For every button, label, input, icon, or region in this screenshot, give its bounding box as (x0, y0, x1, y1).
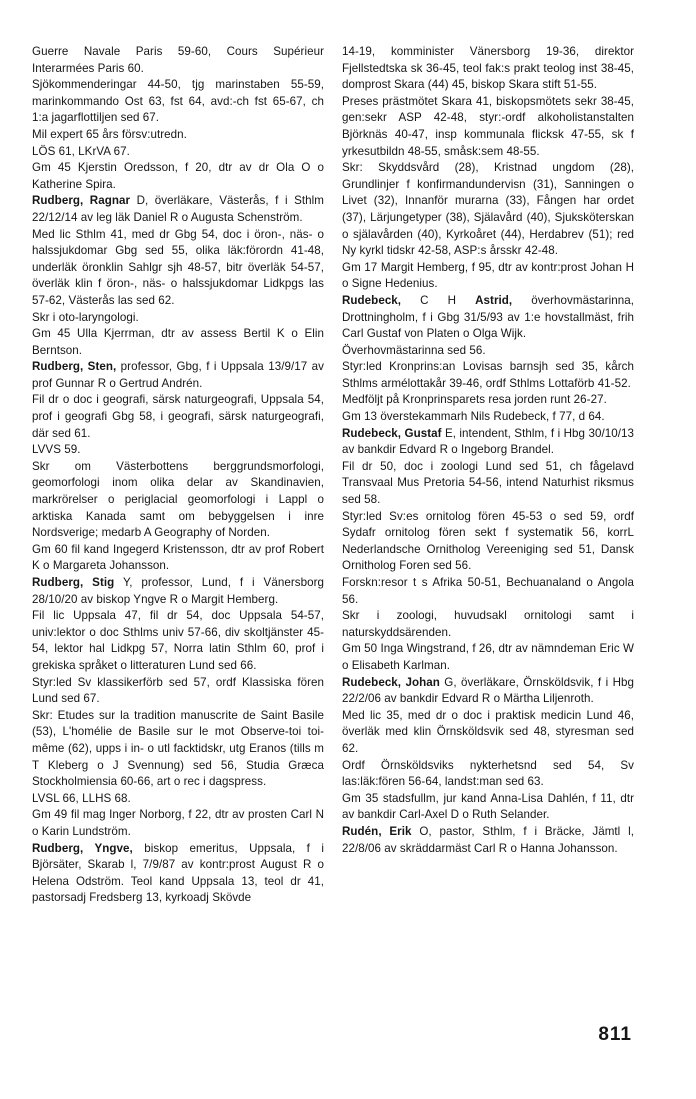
entry-paragraph: Skr i oto-laryngologi. (32, 310, 139, 324)
entry-heading-paragraph (342, 675, 634, 708)
entry-paragraph: Fil lic Uppsala 47, fil dr 54, doc Uppsala 54-57, univ:lektor o doc Sthlms univ 57-66, div skoltjänster 45-54, lektor hal Lidkpg 57, Norra latin Sthlm 60, prof i grekiska språket o litteraturen Lund sed 66. (32, 609, 324, 672)
entry-paragraph: Gm 49 fil mag Inger Norborg, f 22, dtr av prosten Carl N o Karin Lundström. (32, 808, 324, 838)
entry-heading-paragraph (342, 293, 634, 343)
entry-paragraph: Med lic Sthlm 41, med dr Gbg 54, doc i öron-, näs- o halssjukdomar Gbg sed 55, olika läk:förordn 41-48, underläk öronklin Sahlgr sjh 48-57, bitr överläk 54-57, överläk klin f öron-, näs- o halssjukdomar Lidkpgs las 57-62, Västerås las sed 62. (32, 227, 324, 307)
entry-paragraph: Med lic 35, med dr o doc i praktisk medicin Lund 46, överläk med klin Örnsköldsvik sed 48, styresman sed 62. (342, 708, 634, 755)
entry-paragraph: Guerre Navale Paris 59-60, Cours Supérieur Interarmées Paris 60. (32, 45, 324, 75)
entry-name: Rudebeck, Johan (342, 675, 440, 689)
entry-paragraph: 14-19, komminister Vänersborg 19-36, direktor Fjellstedtska sk 36-45, teol fak:s prakt teolog inst 38-45, domprost Skara (44) 45, biskop Skara stift 51-55. (342, 45, 634, 92)
entry-paragraph: Fil dr o doc i geografi, särsk naturgeografi, Uppsala 54, prof i geografi Gbg 58, i geografi, särsk naturgeografi, där sed 61. (32, 393, 324, 440)
entry-paragraph: Mil expert 65 års försv:utredn. (32, 127, 187, 141)
entry-heading-paragraph (32, 359, 324, 392)
entry-paragraph: Gm 50 Inga Wingstrand, f 26, dtr av nämndeman Eric W o Elisabeth Karlman. (342, 642, 634, 672)
entry-text: D, överläkare, Västerås, f i Sthlm 22/12/14 av leg läk Daniel R o Augusta Schenström. (32, 194, 325, 224)
entry-name: Rudberg, Yngve, (32, 841, 133, 855)
entry-paragraph: Skr om Västerbottens berggrundsmorfologi, geomorfologi inom olika delar av Skandinavien, markrörelser o periglacial geomorfologi i Lappl o arktiska Kanada samt om bebyggelsen i inre Nordsverige; medarb A Geography of Norden. (32, 459, 324, 540)
entry-paragraph: Skr i zoologi, huvudsakl ornitologi samt i naturskyddsärenden. (342, 609, 634, 639)
entry-paragraph: Styr:led Kronprins:an Lovisas barnsjh sed 35, kårch Sthlms armélottakår 39-46, ordf Sthlms Lottaförb 41-52. (342, 360, 634, 390)
entry-name: Rudberg, Stig (32, 576, 115, 589)
entry-paragraph: LÖS 61, LKrVA 67. (32, 144, 130, 158)
entry-paragraph: Gm 45 Ulla Kjerrman, dtr av assess Bertil K o Elin Berntson. (32, 327, 324, 357)
entry-heading-paragraph (342, 426, 634, 459)
entry-paragraph: Ordf Örnsköldsviks nykterhetsnd sed 54, Sv las:läk:fören 56-64, landst:man sed 63. (342, 758, 634, 789)
entry-name: Rudén, Erik (342, 824, 412, 838)
entry-text: O, pastor, Sthlm, f i Bräcke, Jämtl l, 22/8/06 av skräddarmäst Carl R o Hanna Johansson. (342, 824, 634, 855)
entry-paragraph: Preses prästmötet Skara 41, biskopsmötets sekr 38-45, gen:sekr ASP 42-48, styr:-ordf alkoholistanstalten Björknäs 40-47, insp kommunala flicksk 47-55, sk f yrkesutbildn 48-55, småsk:sem 48-55. (342, 94, 634, 158)
entry-name: Astrid, (475, 293, 513, 307)
entry-text: C H (401, 293, 476, 307)
entry-paragraph: Styr:led Sv:es ornitolog fören 45-53 o sed 59, ordf Sydafr ornitolog fören sekt f systematik 56, korrL Nederlandsche Ornitholog Vereeniging sed 51, Dansk Ornitholog Foren sed 56. (342, 509, 634, 573)
right-column (342, 44, 634, 857)
entry-paragraph: Gm 13 överstekammarh Nils Rudebeck, f 77, d 64. (342, 410, 605, 424)
entry-paragraph: Gm 60 fil kand Ingegerd Kristensson, dtr av prof Robert K o Margareta Johansson. (32, 542, 324, 573)
entry-paragraph: Överhovmästarinna sed 56. (342, 343, 486, 357)
entry-text: E, intendent, Sthlm, f i Hbg 30/10/13 av bankdir Edvard R o Ingeborg Brandel. (342, 426, 634, 457)
entry-text: Y, professor, Lund, f i Vänersborg 28/10/20 av biskop Yngve R o Margit Hemberg. (32, 576, 325, 606)
entry-paragraph: Gm 35 stadsfullm, jur kand Anna-Lisa Dahlén, f 11, dtr av bankdir Carl-Axel D o Ruth Selander. (342, 791, 634, 822)
page-number: 811 (598, 1024, 632, 1045)
entry-name: Rudebeck, (342, 293, 402, 307)
entry-heading-paragraph (342, 824, 634, 857)
entry-paragraph: Skr: Skyddsvård (28), Kristnad ungdom (28), Grundlinjer f konfirmandundervisn (31), Sanningen o Livet (32), Innanför murarna (33), Fången har ordet (37), Lärjungetyper (38), Själavård (40), Sjuksköterskan o själavården (40), Kyrkoåret (44), Herdabrev (51); red Ny kyrkl tidskr 42-58, ASP:s årsskr 42-48. (342, 161, 634, 258)
entry-paragraph: LVVS 59. (32, 443, 81, 457)
entry-paragraph: Gm 45 Kjerstin Oredsson, f 20, dtr av dr Ola O o Katherine Spira. (32, 161, 324, 191)
entry-name: Rudebeck, Gustaf (342, 426, 442, 440)
entry-paragraph: Medföljt på Kronprinsparets resa jorden runt 26-27. (342, 393, 607, 407)
entry-paragraph: Sjökommenderingar 44-50, tjg marinstaben 55-59, marinkommando Ost 63, fst 64, avd:-ch fst 65-67, ch 1:a jagarflottiljen sed 67. (32, 78, 324, 125)
entry-paragraph: Skr: Etudes sur la tradition manuscrite de Saint Basile (53), L'homélie de Basile sur le mot Observe-toi toi-même (62), upps i in- o utl facktidskr, utg Eranos (tills m T Kleberg o J Svennung) sed 56, Studia Græca Stockholmiensia 60-66, art o rec i dagspress. (32, 708, 324, 789)
entry-heading-paragraph (32, 193, 324, 226)
entry-name: Rudberg, Sten, (32, 360, 117, 374)
entry-text: biskop emeritus, Uppsala, f i Björsäter, Skarab l, 7/9/87 av kontr:prost August R o Helena Odström. Teol kand Uppsala 13, teol dr 41, pastorsadj Fredsberg 13, kyrkoadj Skövde (32, 841, 324, 905)
entry-paragraph: Gm 17 Margit Hemberg, f 95, dtr av kontr:prost Johan H o Signe Hedenius. (342, 260, 634, 291)
entry-paragraph: Fil dr 50, doc i zoologi Lund sed 51, ch fågelavd Transvaal Mus Pretoria 54-56, intend Naturhist riksmus sed 58. (342, 459, 634, 507)
entry-text: överhovmästarinna, Drottningholm, f i Gbg 31/5/93 av 1:e hovstallmäst, frih Carl Gustaf von Platen o Olga Wijk. (342, 293, 634, 341)
entry-paragraph: LVSL 66, LLHS 68. (32, 791, 131, 805)
entry-text: professor, Gbg, f i Uppsala 13/9/17 av prof Gunnar R o Gertrud Andrén. (32, 360, 324, 390)
entry-paragraph: Forskn:resor t s Afrika 50-51, Bechuanaland o Angola 56. (342, 576, 634, 606)
entry-text: G, överläkare, Örnsköldsvik, f i Hbg 22/2/06 av bankdir Edvard R o Märtha Liljenroth. (342, 675, 634, 706)
entry-name: Rudberg, Ragnar (32, 194, 131, 208)
entry-heading-paragraph (32, 841, 324, 907)
left-column (32, 44, 324, 907)
entry-paragraph: Styr:led Sv klassikerförb sed 57, ordf Klassiska fören Lund sed 67. (32, 675, 324, 706)
entry-heading-paragraph (32, 575, 324, 608)
